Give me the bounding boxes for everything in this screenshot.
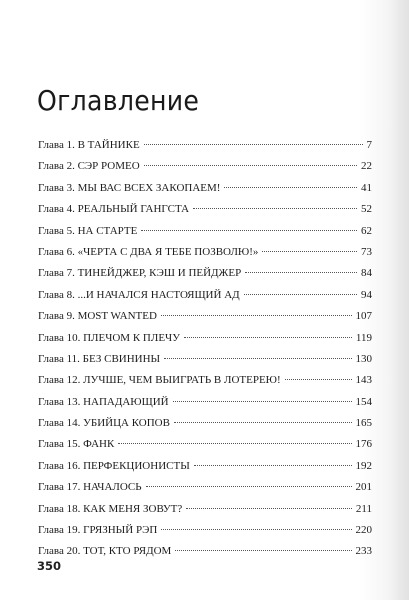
toc-entry-title: Глава 9. MOST WANTED (38, 310, 157, 323)
toc-entry (38, 182, 372, 203)
toc-entry-title: Глава 8. ...И НАЧАЛСЯ НАСТОЯЩИЙ АД (38, 288, 240, 301)
page-title: Оглавление (37, 84, 200, 117)
toc-dot-leader (146, 486, 352, 487)
toc-dot-leader (193, 208, 357, 209)
toc-entry-page: 220 (355, 524, 372, 537)
toc-entry-page: 211 (355, 502, 372, 515)
toc-entry-title: Глава 4. РЕАЛЬНЫЙ ГАНГСТА (38, 203, 190, 216)
toc-entry-title: Глава 1. В ТАЙНИКЕ (38, 139, 140, 151)
toc-entry-title: Глава 14. УБИЙЦА КОПОВ (38, 417, 170, 430)
toc-entry-page: 233 (355, 545, 372, 558)
toc-entry-page: 62 (361, 224, 372, 237)
toc-entry (38, 481, 372, 502)
toc-entry-title: Глава 20. ТОТ, КТО РЯДОМ (38, 545, 172, 558)
toc-entry-page: 143 (355, 374, 372, 387)
toc-entry-page: 52 (361, 203, 372, 216)
toc-entry-title: Глава 3. МЫ ВАС ВСЕХ ЗАКОПАЕМ! (38, 181, 221, 194)
toc-entry (38, 545, 372, 566)
toc-dot-leader (118, 443, 351, 444)
toc-entry-page: 41 (361, 181, 372, 194)
toc-dot-leader (141, 230, 357, 231)
toc-dot-leader (144, 165, 357, 166)
toc-entry (38, 396, 372, 417)
table-of-contents (38, 139, 372, 567)
toc-entry-page: 94 (361, 288, 372, 301)
toc-entry (38, 374, 372, 395)
toc-entry (38, 353, 372, 374)
toc-dot-leader (224, 187, 357, 188)
toc-entry (38, 225, 372, 246)
toc-dot-leader (173, 401, 352, 402)
toc-entry-page: 130 (355, 352, 372, 365)
toc-entry-title: Глава 12. ЛУЧШЕ, ЧЕМ ВЫИГРАТЬ В ЛОТЕРЕЮ! (38, 374, 281, 387)
toc-entry-title: Глава 5. НА СТАРТЕ (38, 224, 138, 237)
toc-entry-title: Глава 17. НАЧАЛОСЬ (38, 481, 142, 494)
toc-dot-leader (244, 294, 357, 295)
toc-dot-leader (285, 379, 352, 380)
toc-dot-leader (194, 465, 352, 466)
toc-dot-leader (186, 508, 352, 509)
toc-entry-title: Глава 6. «ЧЕРТА С ДВА Я ТЕБЕ ПОЗВОЛЮ!» (38, 245, 259, 258)
toc-entry-page: 119 (355, 331, 372, 344)
toc-entry (38, 139, 372, 160)
toc-entry-page: 73 (361, 245, 372, 258)
toc-entry-page: 107 (355, 310, 372, 323)
toc-entry (38, 524, 372, 545)
toc-entry-page: 7 (366, 139, 372, 151)
toc-dot-leader (144, 144, 363, 145)
page-edge-shadow (389, 0, 409, 600)
toc-entry (38, 438, 372, 459)
toc-entry (38, 332, 372, 353)
toc-entry-page: 176 (355, 438, 372, 451)
toc-dot-leader (262, 251, 357, 252)
toc-entry-title: Глава 10. ПЛЕЧОМ К ПЛЕЧУ (38, 331, 180, 344)
toc-entry (38, 503, 372, 524)
toc-entry (38, 289, 372, 310)
toc-dot-leader (175, 550, 351, 551)
toc-entry-title: Глава 16. ПЕРФЕКЦИОНИСТЫ (38, 459, 190, 472)
toc-entry-title: Глава 19. ГРЯЗНЫЙ РЭП (38, 524, 158, 537)
toc-entry-title: Глава 11. БЕЗ СВИНИНЫ (38, 352, 161, 365)
toc-dot-leader (164, 358, 351, 359)
toc-entry-title: Глава 13. НАПАДАЮЩИЙ (38, 395, 169, 408)
toc-entry-title: Глава 2. СЭР РОМЕО (38, 160, 140, 173)
toc-dot-leader (184, 337, 352, 338)
toc-entry-title: Глава 18. КАК МЕНЯ ЗОВУТ? (38, 502, 183, 515)
toc-dot-leader (245, 272, 357, 273)
toc-entry (38, 246, 372, 267)
toc-entry (38, 310, 372, 331)
page-number: 350 (37, 559, 62, 573)
toc-entry-page: 84 (361, 267, 372, 280)
toc-dot-leader (174, 422, 352, 423)
toc-entry-page: 22 (361, 160, 372, 173)
toc-entry-title: Глава 7. ТИНЕЙДЖЕР, КЭШ И ПЕЙДЖЕР (38, 267, 242, 280)
toc-dot-leader (161, 529, 351, 530)
toc-entry-page: 201 (355, 481, 372, 494)
toc-entry (38, 417, 372, 438)
toc-entry (38, 267, 372, 288)
toc-entry-page: 154 (355, 395, 372, 408)
toc-entry-page: 192 (355, 459, 372, 472)
toc-entry-title: Глава 15. ФАНК (38, 438, 115, 451)
toc-entry-page: 165 (355, 417, 372, 430)
toc-dot-leader (161, 315, 352, 316)
toc-entry (38, 160, 372, 181)
toc-entry (38, 460, 372, 481)
toc-entry (38, 203, 372, 224)
